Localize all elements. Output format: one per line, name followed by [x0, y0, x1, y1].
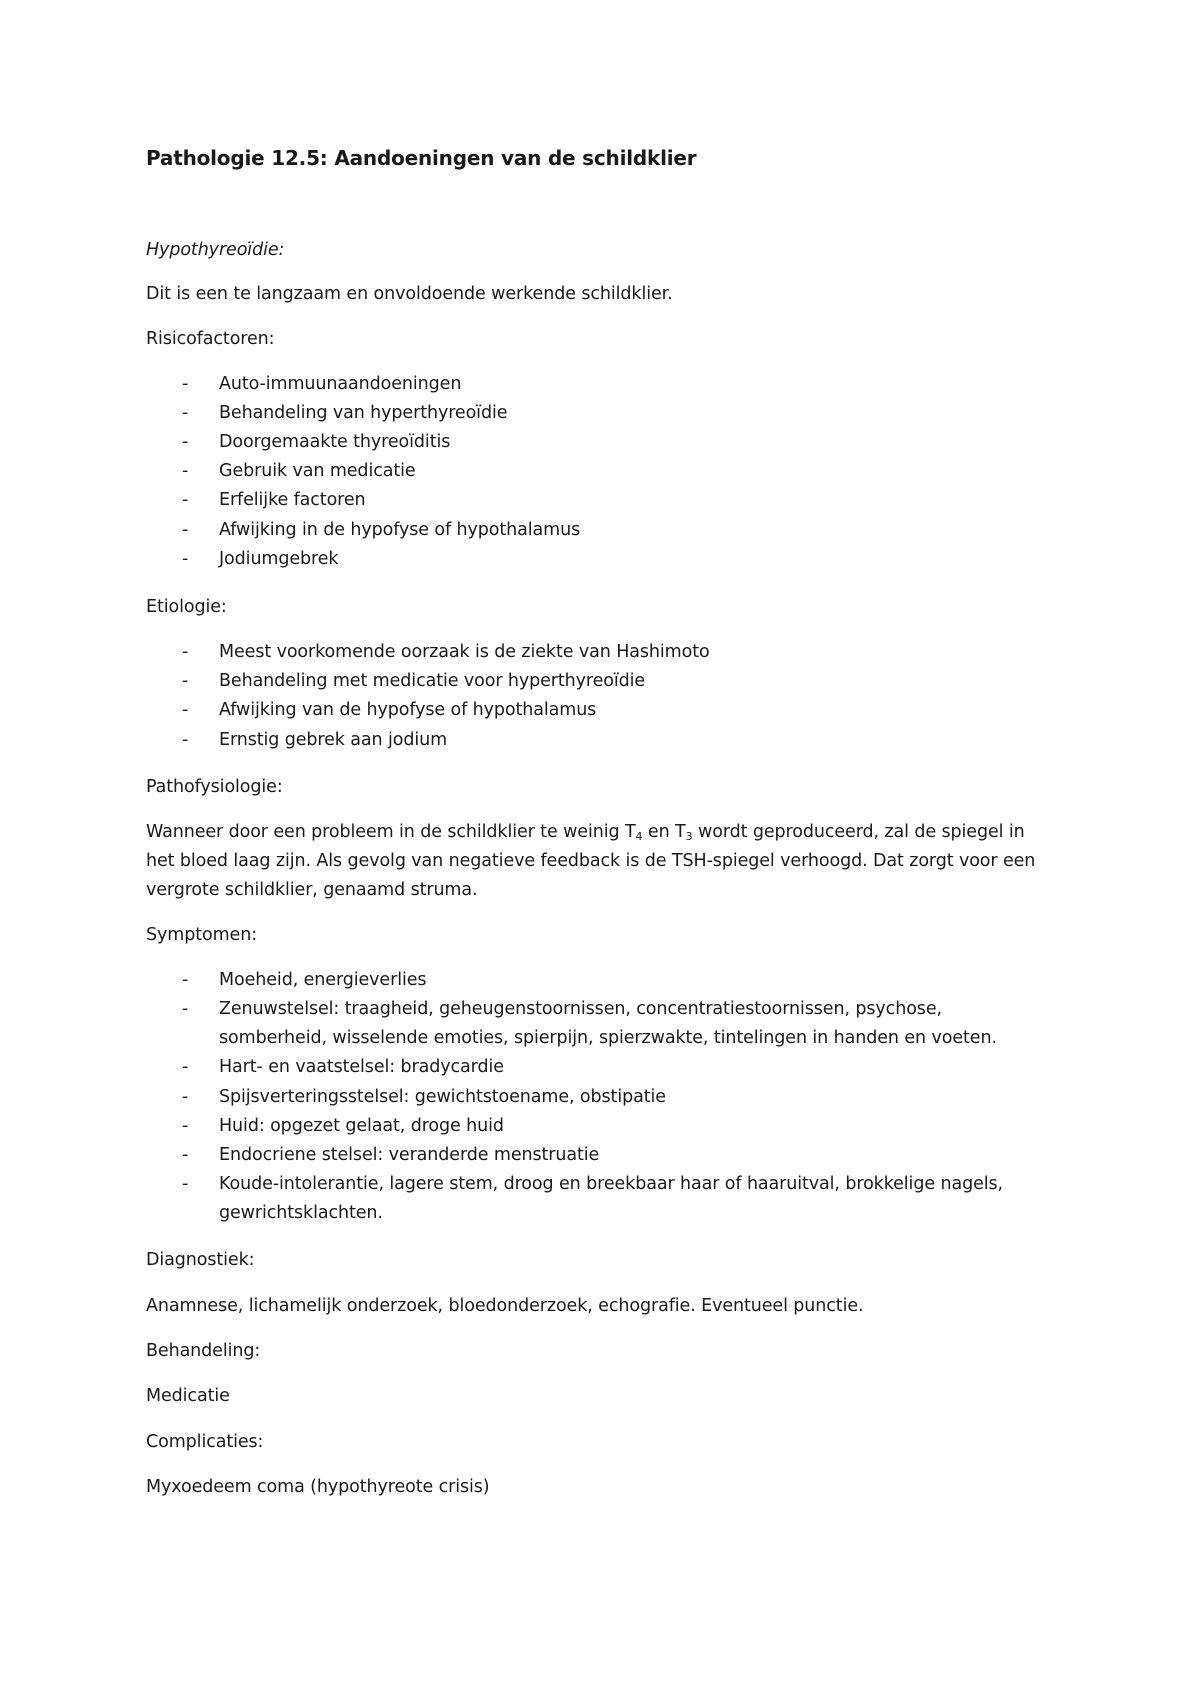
list-item: Doorgemaakte thyreoïditis	[219, 432, 451, 452]
complications-heading: Complicaties:	[146, 1432, 264, 1452]
list-item: Behandeling met medicatie voor hyperthyreoïdie	[219, 671, 646, 691]
hypothyreoidie-heading: Hypothyreoïdie:	[146, 240, 285, 260]
subscript: 3	[685, 830, 693, 843]
diagnostics-heading: Diagnostiek:	[146, 1250, 255, 1270]
bullet-marker: -	[182, 432, 189, 452]
bullet-marker: -	[182, 730, 189, 750]
list-item: Erfelijke factoren	[219, 490, 366, 510]
treatment-text: Medicatie	[146, 1386, 230, 1406]
page-title: Pathologie 12.5: Aandoeningen van de schildklier	[146, 146, 697, 170]
text-fragment: en T	[642, 822, 686, 842]
bullet-marker: -	[182, 1145, 189, 1165]
list-item: Afwijking van de hypofyse of hypothalamus	[219, 700, 597, 720]
list-item: Jodiumgebrek	[219, 549, 339, 569]
list-item: Afwijking in de hypofyse of hypothalamus	[219, 520, 581, 540]
bullet-marker: -	[182, 1174, 189, 1194]
bullet-marker: -	[182, 520, 189, 540]
bullet-marker: -	[182, 490, 189, 510]
treatment-heading: Behandeling:	[146, 1341, 261, 1361]
list-item-continuation: gewrichtsklachten.	[219, 1203, 383, 1223]
list-item: Zenuwstelsel: traagheid, geheugenstoornissen, concentratiestoornissen, psychose,	[219, 999, 942, 1019]
symptoms-heading: Symptomen:	[146, 925, 257, 945]
bullet-marker: -	[182, 999, 189, 1019]
text-fragment: wordt geproduceerd, zal de spiegel in	[692, 822, 1025, 842]
bullet-marker: -	[182, 1087, 189, 1107]
subscript: 4	[635, 830, 643, 843]
list-item: Huid: opgezet gelaat, droge huid	[219, 1116, 504, 1136]
list-item: Hart- en vaatstelsel: bradycardie	[219, 1057, 504, 1077]
pathophysiology-text-line-1	[146, 822, 1025, 843]
bullet-marker: -	[182, 461, 189, 481]
bullet-marker: -	[182, 671, 189, 691]
diagnostics-text: Anamnese, lichamelijk onderzoek, bloedonderzoek, echografie. Eventueel punctie.	[146, 1296, 864, 1316]
bullet-marker: -	[182, 700, 189, 720]
pathophysiology-heading: Pathofysiologie:	[146, 777, 283, 797]
etiology-heading: Etiologie:	[146, 597, 227, 617]
complications-text: Myxoedeem coma (hypothyreote crisis)	[146, 1477, 490, 1497]
text-fragment: Wanneer door een probleem in de schildklier te weinig T	[146, 822, 636, 842]
list-item: Gebruik van medicatie	[219, 461, 416, 481]
risk-factors-heading: Risicofactoren:	[146, 329, 275, 349]
bullet-marker: -	[182, 549, 189, 569]
pathophysiology-text-line-3: vergrote schildklier, genaamd struma.	[146, 880, 478, 900]
list-item: Endocriene stelsel: veranderde menstruatie	[219, 1145, 600, 1165]
list-item: Koude-intolerantie, lagere stem, droog en breekbaar haar of haaruitval, brokkelige nagels,	[219, 1174, 1003, 1194]
list-item-continuation: somberheid, wisselende emoties, spierpijn, spierzwakte, tintelingen in handen en voeten.	[219, 1028, 997, 1048]
bullet-marker: -	[182, 1057, 189, 1077]
list-item: Spijsverteringsstelsel: gewichtstoename, obstipatie	[219, 1087, 666, 1107]
definition-text: Dit is een te langzaam en onvoldoende werkende schildklier.	[146, 284, 673, 304]
bullet-marker: -	[182, 642, 189, 662]
pathophysiology-text-line-2: het bloed laag zijn. Als gevolg van negatieve feedback is de TSH-spiegel verhoogd. Dat zorgt voor een	[146, 851, 1036, 871]
list-item: Meest voorkomende oorzaak is de ziekte van Hashimoto	[219, 642, 710, 662]
list-item: Behandeling van hyperthyreoïdie	[219, 403, 508, 423]
bullet-marker: -	[182, 1116, 189, 1136]
bullet-marker: -	[182, 970, 189, 990]
bullet-marker: -	[182, 374, 189, 394]
list-item: Ernstig gebrek aan jodium	[219, 730, 448, 750]
bullet-marker: -	[182, 403, 189, 423]
list-item: Moeheid, energieverlies	[219, 970, 427, 990]
list-item: Auto-immuunaandoeningen	[219, 374, 462, 394]
